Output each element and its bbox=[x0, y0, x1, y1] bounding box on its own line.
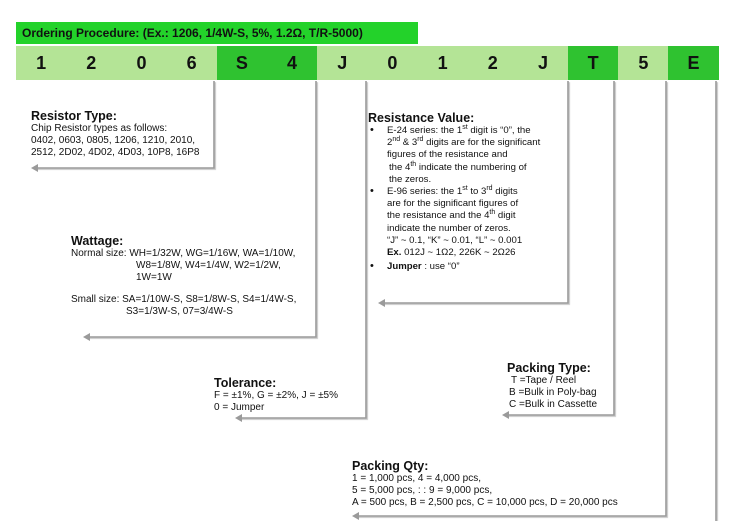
bullet: • bbox=[370, 185, 374, 198]
resistor-type-line: 0402, 0603, 0805, 1206, 1210, 2010, bbox=[31, 135, 196, 146]
code-cell-12: T bbox=[568, 46, 618, 80]
packing-qty-block bbox=[352, 459, 618, 509]
e24-series-item: • E-24 series: the 1st digit is “0”, the 2nd & 3rd digits are for the significant figures of the resistance and the 4th indicate the numbering of the zeros. bbox=[370, 124, 541, 185]
wattage-small-line: S3=1/3W-S, 07=3/4W-S bbox=[126, 306, 233, 317]
packing-type-line: T =Tape / Reel bbox=[511, 375, 577, 386]
arrowhead-tolerance bbox=[235, 414, 242, 422]
wattage-normal-line: 1W=1W bbox=[136, 272, 172, 283]
packing-qty-title: Packing Qty: bbox=[352, 459, 429, 473]
tolerance-line: F = ±1%, G = ±2%, J = ±5% bbox=[214, 390, 339, 401]
code-cell-5: S bbox=[217, 46, 267, 80]
resistor-type-title: Resistor Type: bbox=[31, 109, 117, 123]
code-cell-6: 4 bbox=[267, 46, 317, 80]
resistor-type-block bbox=[31, 109, 199, 159]
arrowhead-resistance bbox=[378, 299, 385, 307]
code-cell-7: J bbox=[317, 46, 367, 80]
code-cell-13: 5 bbox=[618, 46, 668, 80]
bullet: • bbox=[370, 260, 374, 273]
code-cell-9: 1 bbox=[418, 46, 468, 80]
packing-type-line: C =Bulk in Cassette bbox=[509, 399, 598, 410]
resistor-type-line: 2512, 2D02, 4D02, 4D03, 10P8, 16P8 bbox=[31, 147, 200, 158]
arrowhead-wattage bbox=[83, 333, 90, 341]
code-cell-11: J bbox=[518, 46, 568, 80]
code-cell-14: E bbox=[668, 46, 718, 80]
packing-qty-line: A = 500 pcs, B = 2,500 pcs, C = 10,000 pcs, D = 20,000 pcs bbox=[352, 497, 618, 508]
wattage-normal-line: W8=1/8W, W4=1/4W, W2=1/2W, bbox=[136, 260, 281, 271]
resistance-value-block bbox=[368, 111, 540, 273]
bullet: • bbox=[370, 124, 374, 136]
packing-type-block bbox=[507, 361, 597, 411]
tolerance-title: Tolerance: bbox=[214, 376, 277, 390]
tolerance-line: 0 = Jumper bbox=[214, 402, 265, 413]
packing-qty-line: 1 = 1,000 pcs, 4 = 4,000 pcs, bbox=[352, 473, 481, 484]
arrowhead-resistor-type bbox=[31, 164, 38, 172]
code-cell-8: 0 bbox=[367, 46, 417, 80]
ordering-procedure-header: Ordering Procedure: (Ex.: 1206, 1/4W-S, 5%, 1.2Ω, T/R-5000) bbox=[16, 22, 418, 44]
tolerance-block bbox=[214, 376, 338, 414]
wattage-title: Wattage: bbox=[71, 234, 124, 248]
code-cell-2: 2 bbox=[66, 46, 116, 80]
arrowhead-packing-qty bbox=[352, 512, 359, 520]
code-cell-4: 6 bbox=[167, 46, 217, 80]
wattage-normal-line: Normal size: WH=1/32W, WG=1/16W, WA=1/10W, bbox=[71, 248, 296, 259]
jumper-item: • Jumper : use “0” bbox=[370, 260, 460, 273]
packing-type-title: Packing Type: bbox=[507, 361, 591, 375]
resistance-value-list bbox=[368, 125, 540, 273]
e96-series-item: • E-96 series: the 1st to 3rd digits are for the significant figures of the resistance and the 4th digit indicate the number of zeros. “J” ~ 0.1, “K” ~ 0.01, “L” ~ 0.001 Ex. 012J ~ 1Ω2, 226K ~ 2Ω26 bbox=[370, 185, 523, 259]
wattage-small-line: Small size: SA=1/10W-S, S8=1/8W-S, S4=1/4W-S, bbox=[71, 294, 297, 305]
code-cell-3: 0 bbox=[116, 46, 166, 80]
code-cell-1: 1 bbox=[16, 46, 66, 80]
resistor-type-line: Chip Resistor types as follows: bbox=[31, 123, 168, 134]
wattage-block bbox=[71, 234, 296, 318]
arrowhead-packing-type bbox=[502, 411, 509, 419]
packing-qty-line: 5 = 5,000 pcs, : : 9 = 9,000 pcs, bbox=[352, 485, 493, 496]
code-cell-10: 2 bbox=[468, 46, 518, 80]
packing-type-line: B =Bulk in Poly-bag bbox=[509, 387, 597, 398]
resistance-value-title: Resistance Value: bbox=[368, 111, 475, 125]
